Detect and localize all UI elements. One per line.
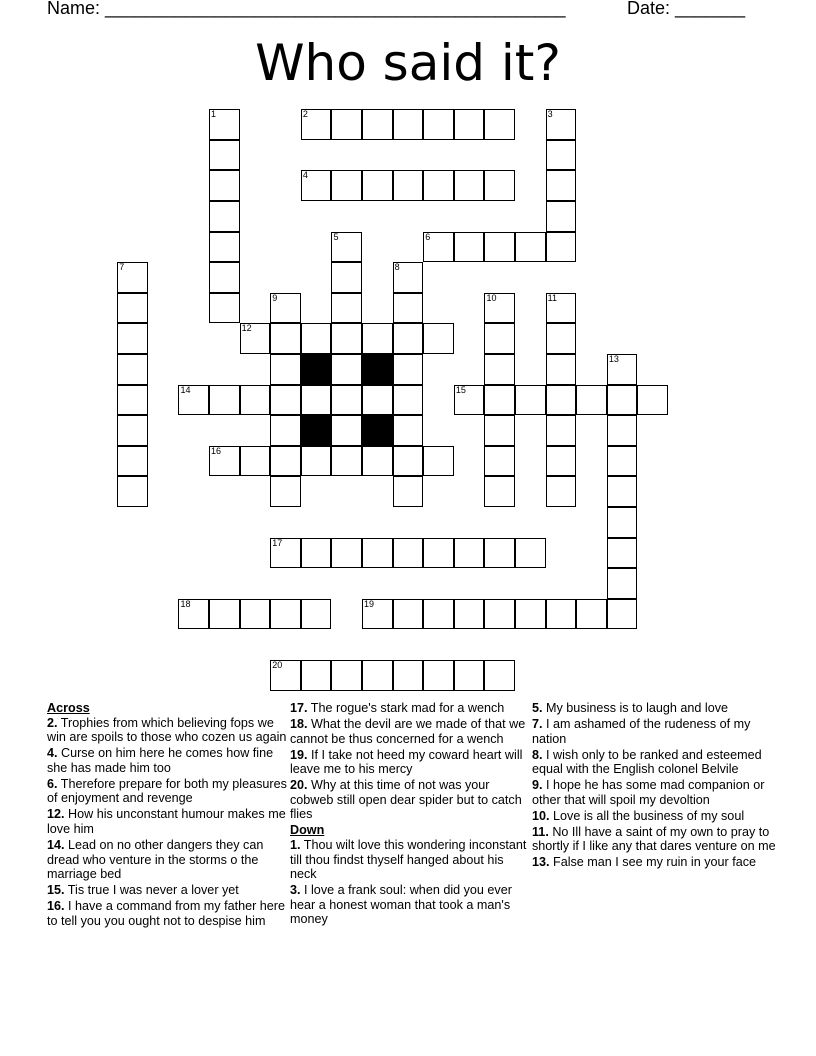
grid-cell[interactable] xyxy=(454,660,485,691)
clue-across xyxy=(47,807,287,836)
clue-number: 4. xyxy=(47,746,58,761)
grid-cell[interactable] xyxy=(546,170,577,201)
clue-text: I have a command from my father here to tell you you ought not to despise him xyxy=(47,899,285,928)
grid-cell[interactable] xyxy=(270,293,301,324)
clue-number: 2 xyxy=(302,109,308,120)
clue-number: 19 xyxy=(364,598,375,609)
grid-cell[interactable] xyxy=(607,446,638,477)
grid-cell[interactable] xyxy=(209,232,240,263)
clue-number: 3 xyxy=(547,109,553,120)
grid-cell[interactable] xyxy=(423,599,454,630)
grid-cell[interactable] xyxy=(209,599,240,630)
clue-across xyxy=(47,883,287,898)
grid-cell[interactable] xyxy=(240,599,271,630)
clue-number: 9 xyxy=(272,292,278,303)
clue-down xyxy=(290,883,530,927)
clue-down xyxy=(290,838,530,882)
clue-text: Thou wilt love this wondering inconstant till thou findst thyself hanged about his neck xyxy=(290,837,527,882)
grid-cell[interactable] xyxy=(576,599,607,630)
clue-across xyxy=(47,777,287,806)
clue-number: 16. xyxy=(47,899,65,914)
clue-number: 7. xyxy=(532,716,543,731)
black-cell xyxy=(362,354,393,385)
grid-cell[interactable] xyxy=(331,293,362,324)
grid-cell[interactable] xyxy=(454,170,485,201)
grid-cell[interactable] xyxy=(270,385,301,416)
grid-cell[interactable] xyxy=(362,170,393,201)
black-cell xyxy=(301,415,332,446)
grid-cell[interactable] xyxy=(393,354,424,385)
clue-number: 12 xyxy=(241,323,252,334)
grid-cell[interactable] xyxy=(331,109,362,140)
clue-number: 8 xyxy=(394,262,400,273)
grid-cell[interactable] xyxy=(607,385,638,416)
clue-number: 20. xyxy=(290,778,308,793)
grid-cell[interactable] xyxy=(301,323,332,354)
grid-cell[interactable] xyxy=(117,293,148,324)
clue-number: 18 xyxy=(180,598,191,609)
grid-cell[interactable] xyxy=(484,385,515,416)
grid-cell[interactable] xyxy=(484,476,515,507)
grid-cell[interactable] xyxy=(270,415,301,446)
clue-text: Love is all the business of my soul xyxy=(553,808,745,823)
grid-cell[interactable] xyxy=(484,354,515,385)
clue-text: Tis true I was never a lover yet xyxy=(67,883,239,898)
grid-cell[interactable] xyxy=(515,599,546,630)
grid-cell[interactable] xyxy=(209,170,240,201)
grid-cell[interactable] xyxy=(209,262,240,293)
grid-cell[interactable] xyxy=(362,446,393,477)
clue-across xyxy=(290,701,530,716)
grid-cell[interactable] xyxy=(117,476,148,507)
grid-cell[interactable] xyxy=(331,385,362,416)
black-cell xyxy=(362,415,393,446)
grid-cell[interactable] xyxy=(270,323,301,354)
clue-number: 18. xyxy=(290,716,308,731)
clue-text: Lead on no other dangers they can dread who venture in the storms o the marriage bed xyxy=(47,837,264,882)
clue-text: If I take not heed my coward heart will leave me to his mercy xyxy=(290,747,523,777)
grid-cell[interactable] xyxy=(362,660,393,691)
grid-cell[interactable] xyxy=(423,538,454,569)
clue-down xyxy=(532,855,777,870)
grid-cell[interactable] xyxy=(546,323,577,354)
grid-cell[interactable] xyxy=(454,232,485,263)
grid-cell[interactable] xyxy=(607,476,638,507)
grid-cell[interactable] xyxy=(423,232,454,263)
grid-cell[interactable] xyxy=(178,385,209,416)
grid-cell[interactable] xyxy=(484,446,515,477)
clue-text: I am ashamed of the rudeness of my nation xyxy=(532,716,751,746)
grid-cell[interactable] xyxy=(270,446,301,477)
grid-cell[interactable] xyxy=(393,323,424,354)
grid-cell[interactable] xyxy=(393,262,424,293)
grid-cell[interactable] xyxy=(117,446,148,477)
clue-number: 7 xyxy=(119,262,125,273)
grid-cell[interactable] xyxy=(178,599,209,630)
grid-cell[interactable] xyxy=(209,109,240,140)
grid-cell[interactable] xyxy=(301,109,332,140)
grid-cell[interactable] xyxy=(607,538,638,569)
grid-cell[interactable] xyxy=(484,538,515,569)
clues-column-2 xyxy=(290,701,530,928)
grid-cell[interactable] xyxy=(209,201,240,232)
grid-cell[interactable] xyxy=(331,354,362,385)
clue-text: No Ill have a saint of my own to pray to shortly if I like any that dares venture on me xyxy=(532,824,776,854)
grid-cell[interactable] xyxy=(607,354,638,385)
grid-cell[interactable] xyxy=(515,385,546,416)
grid-cell[interactable] xyxy=(362,599,393,630)
grid-cell[interactable] xyxy=(362,385,393,416)
clue-across xyxy=(47,716,287,745)
clue-text: What the devil are we made of that we cannot be thus concerned for a wench xyxy=(290,716,526,746)
date-field[interactable]: Date: _______ xyxy=(627,0,746,18)
clue-down xyxy=(532,701,777,716)
grid-cell[interactable] xyxy=(117,385,148,416)
clue-text: Trophies from which believing fops we win are spoils to those who cozen us again xyxy=(47,715,287,745)
clue-number: 4 xyxy=(302,170,308,181)
grid-cell[interactable] xyxy=(546,354,577,385)
clue-number: 9. xyxy=(532,778,543,793)
clue-number: 11 xyxy=(547,292,557,303)
page-title: Who said it? xyxy=(255,34,561,92)
clue-number: 6. xyxy=(47,776,58,791)
grid-cell[interactable] xyxy=(515,232,546,263)
grid-cell[interactable] xyxy=(117,354,148,385)
grid-cell[interactable] xyxy=(209,293,240,324)
grid-cell[interactable] xyxy=(270,599,301,630)
grid-cell[interactable] xyxy=(117,262,148,293)
clue-down xyxy=(532,717,777,746)
clue-down xyxy=(532,778,777,807)
clue-number: 5 xyxy=(333,231,339,242)
grid-cell[interactable] xyxy=(209,385,240,416)
grid-cell[interactable] xyxy=(240,323,271,354)
clue-text: Therefore prepare for both my pleasures of enjoyment and revenge xyxy=(47,776,287,806)
clue-number: 14. xyxy=(47,837,65,852)
grid-cell[interactable] xyxy=(423,446,454,477)
grid-cell[interactable] xyxy=(393,446,424,477)
grid-cell[interactable] xyxy=(331,415,362,446)
grid-cell[interactable] xyxy=(484,323,515,354)
grid-cell[interactable] xyxy=(240,446,271,477)
black-cell xyxy=(301,354,332,385)
grid-cell[interactable] xyxy=(484,170,515,201)
clue-number: 10 xyxy=(486,292,497,303)
grid-cell[interactable] xyxy=(546,599,577,630)
clue-down xyxy=(532,748,777,777)
clue-number: 8. xyxy=(532,747,543,762)
grid-cell[interactable] xyxy=(331,232,362,263)
grid-cell[interactable] xyxy=(546,415,577,446)
grid-cell[interactable] xyxy=(270,538,301,569)
clue-number: 1. xyxy=(290,837,301,852)
grid-cell[interactable] xyxy=(423,323,454,354)
clue-across xyxy=(47,746,287,775)
clue-number: 13 xyxy=(608,354,619,365)
grid-cell[interactable] xyxy=(301,538,332,569)
clue-number: 19. xyxy=(290,747,308,762)
grid-cell[interactable] xyxy=(607,568,638,599)
grid-cell[interactable] xyxy=(546,385,577,416)
clue-number: 12. xyxy=(47,807,65,822)
grid-cell[interactable] xyxy=(484,109,515,140)
grid-cell[interactable] xyxy=(270,476,301,507)
clue-number: 14 xyxy=(180,384,191,395)
clue-number: 17 xyxy=(272,537,283,548)
grid-cell[interactable] xyxy=(423,170,454,201)
grid-cell[interactable] xyxy=(362,323,393,354)
clue-number: 1 xyxy=(211,109,217,120)
clue-across xyxy=(47,899,287,928)
clue-number: 11. xyxy=(532,824,549,839)
grid-cell[interactable] xyxy=(484,293,515,324)
grid-cell[interactable] xyxy=(393,293,424,324)
grid-cell[interactable] xyxy=(423,109,454,140)
grid-cell[interactable] xyxy=(117,415,148,446)
clue-down xyxy=(532,809,777,824)
grid-cell[interactable] xyxy=(484,415,515,446)
clue-text: Why at this time of not was your cobweb still open dear spider but to catch flies xyxy=(290,778,522,822)
grid-cell[interactable] xyxy=(301,170,332,201)
grid-cell[interactable] xyxy=(331,262,362,293)
clue-number: 2. xyxy=(47,715,58,730)
clue-text: I hope he has some mad companion or other that will spoil my devoltion xyxy=(532,778,765,807)
grid-cell[interactable] xyxy=(454,599,485,630)
clue-across xyxy=(290,748,530,777)
grid-cell[interactable] xyxy=(331,660,362,691)
clue-number: 15. xyxy=(47,883,65,898)
grid-cell[interactable] xyxy=(117,323,148,354)
clue-across xyxy=(290,778,530,822)
grid-cell[interactable] xyxy=(454,109,485,140)
grid-cell[interactable] xyxy=(546,140,577,171)
grid-cell[interactable] xyxy=(607,415,638,446)
grid-cell[interactable] xyxy=(546,293,577,324)
grid-cell[interactable] xyxy=(362,538,393,569)
clue-text: False man I see my ruin in your face xyxy=(553,855,756,870)
clue-down xyxy=(532,825,777,854)
grid-cell[interactable] xyxy=(546,232,577,263)
grid-cell[interactable] xyxy=(209,140,240,171)
grid-cell[interactable] xyxy=(546,201,577,232)
grid-cell[interactable] xyxy=(393,476,424,507)
grid-cell[interactable] xyxy=(515,538,546,569)
clue-number: 10. xyxy=(532,808,550,823)
grid-cell[interactable] xyxy=(393,415,424,446)
clue-across xyxy=(47,838,287,882)
clue-text: How his unconstant humour makes me love him xyxy=(47,807,286,836)
grid-cell[interactable] xyxy=(454,538,485,569)
grid-cell[interactable] xyxy=(454,385,485,416)
clue-number: 15 xyxy=(455,384,466,395)
grid-cell[interactable] xyxy=(393,660,424,691)
grid-cell[interactable] xyxy=(270,354,301,385)
clue-number: 5. xyxy=(532,701,543,715)
grid-cell[interactable] xyxy=(546,476,577,507)
clue-across xyxy=(290,717,530,746)
clue-text: My business is to laugh and love xyxy=(546,701,729,715)
name-field[interactable]: Name: ______________________________________________ xyxy=(47,0,566,18)
clue-text: Curse on him here he comes how fine she has made him too xyxy=(47,746,274,775)
grid-cell[interactable] xyxy=(576,385,607,416)
grid-cell[interactable] xyxy=(393,538,424,569)
grid-cell[interactable] xyxy=(607,507,638,538)
grid-cell[interactable] xyxy=(484,232,515,263)
grid-cell[interactable] xyxy=(301,446,332,477)
grid-cell[interactable] xyxy=(484,599,515,630)
grid-cell[interactable] xyxy=(362,109,393,140)
grid-cell[interactable] xyxy=(301,660,332,691)
clue-text: I love a frank soul: when did you ever hear a honest woman that took a man's money xyxy=(290,883,512,927)
clues-column-3 xyxy=(532,701,777,871)
grid-cell[interactable] xyxy=(209,446,240,477)
clue-number: 16 xyxy=(211,445,222,456)
grid-cell[interactable] xyxy=(393,599,424,630)
grid-cell[interactable] xyxy=(546,109,577,140)
grid-cell[interactable] xyxy=(240,385,271,416)
grid-cell[interactable] xyxy=(331,323,362,354)
across-heading: Across xyxy=(47,701,90,715)
clue-text: The rogue's stark mad for a wench xyxy=(310,701,505,715)
grid-cell[interactable] xyxy=(546,446,577,477)
clue-number: 13. xyxy=(532,855,550,870)
grid-cell[interactable] xyxy=(607,599,638,630)
grid-cell[interactable] xyxy=(393,385,424,416)
clue-number: 17. xyxy=(290,701,308,715)
down-heading: Down xyxy=(290,823,325,838)
grid-cell[interactable] xyxy=(331,538,362,569)
clues-column-1 xyxy=(47,701,287,930)
grid-cell[interactable] xyxy=(484,660,515,691)
grid-cell[interactable] xyxy=(393,170,424,201)
clue-number: 3. xyxy=(290,883,301,898)
grid-cell[interactable] xyxy=(301,385,332,416)
grid-cell[interactable] xyxy=(331,446,362,477)
grid-cell[interactable] xyxy=(270,660,301,691)
grid-cell[interactable] xyxy=(393,109,424,140)
grid-cell[interactable] xyxy=(331,170,362,201)
grid-cell[interactable] xyxy=(301,599,332,630)
grid-cell[interactable] xyxy=(423,660,454,691)
clue-number: 20 xyxy=(272,660,283,671)
clue-text: I wish only to be ranked and esteemed equal with the English colonel Belvile xyxy=(532,747,762,777)
grid-cell[interactable] xyxy=(637,385,668,416)
clue-number: 6 xyxy=(425,231,431,242)
